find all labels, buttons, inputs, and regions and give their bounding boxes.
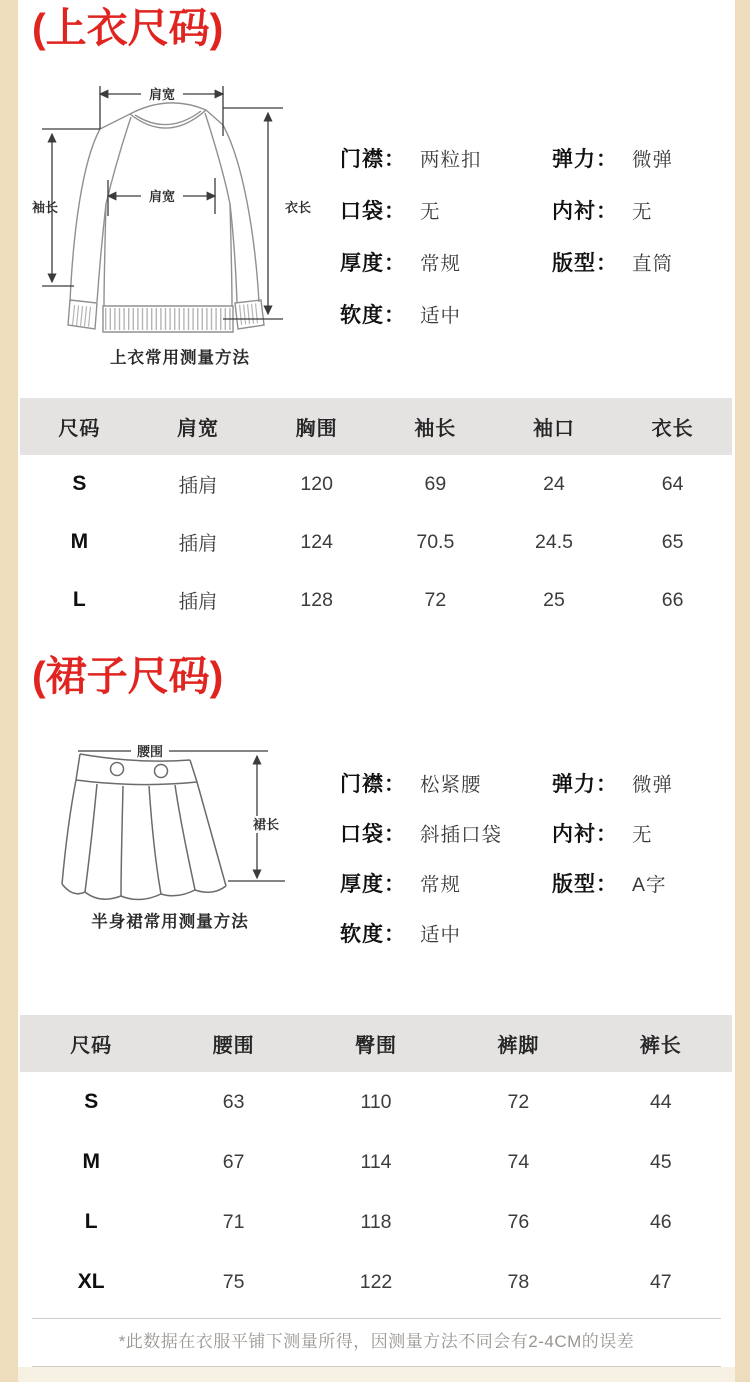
col-header: 袖长 [414, 418, 457, 440]
cell: 110 [360, 1090, 392, 1113]
attr-pocket: 口袋： 无 [340, 200, 441, 223]
cell: 69 [424, 472, 447, 495]
cell: 46 [649, 1210, 672, 1233]
skirt-outline [62, 754, 226, 900]
attr-placket: 门襟： 两粒扣 [340, 148, 482, 171]
size-cell: S [72, 472, 87, 495]
sweater-outline [68, 103, 264, 332]
cell: 74 [507, 1150, 530, 1173]
cell: 插肩 [178, 475, 218, 497]
cell: 75 [222, 1270, 245, 1293]
table-row [20, 513, 732, 571]
attr-elasticity: 弹力： 微弹 [552, 773, 674, 796]
table-row [20, 1252, 732, 1312]
table-row [20, 1072, 732, 1132]
cell: 63 [222, 1090, 245, 1113]
attr-elasticity: 弹力： 微弹 [552, 148, 674, 171]
sweater-measure-diagram [30, 84, 330, 368]
cell: 44 [649, 1090, 672, 1113]
cell: 64 [661, 472, 684, 495]
cell: 122 [359, 1270, 393, 1293]
cell: 24 [543, 472, 565, 495]
cell: 67 [222, 1150, 245, 1173]
size-chart-card [18, 0, 735, 1382]
cell: 45 [649, 1150, 672, 1173]
footer-divider-top [32, 1318, 721, 1319]
top-section-title: (上衣尺码) [32, 5, 224, 51]
skirt-diagram-caption: 半身裙常用测量方法 [91, 913, 249, 931]
col-header: 袖口 [532, 418, 575, 440]
skirt-section-title: (裙子尺码) [32, 653, 224, 699]
next-section-strip [18, 1367, 735, 1382]
cell: 70.5 [416, 530, 455, 553]
table-row [20, 1192, 732, 1252]
cell: 24.5 [535, 530, 573, 553]
cell: 72 [424, 588, 447, 611]
skirt-length-label: 裙长 [253, 817, 280, 832]
skirt-size-table [20, 1015, 732, 1312]
skirt-diagram-svg [45, 736, 295, 906]
cell: 114 [360, 1150, 392, 1173]
skirt-attributes [340, 758, 726, 958]
size-cell: XL [77, 1270, 105, 1293]
cell: 124 [300, 530, 333, 553]
cell: 76 [507, 1210, 530, 1233]
attr-thickness: 厚度： 常规 [340, 252, 462, 275]
cell: 插肩 [178, 533, 218, 555]
table-row [20, 455, 732, 513]
col-header: 腰围 [212, 1035, 255, 1057]
table-row [20, 1132, 732, 1192]
attr-fit: 版型： 直筒 [552, 252, 674, 275]
sweater-diagram-caption: 上衣常用测量方法 [110, 349, 250, 367]
col-header: 衣长 [651, 418, 694, 440]
cell: 65 [661, 530, 684, 553]
size-cell: M [70, 530, 89, 553]
col-header: 胸围 [295, 418, 338, 440]
attr-lining: 内衬： 无 [552, 823, 653, 846]
cell: 47 [649, 1270, 672, 1293]
cell: 66 [661, 588, 684, 611]
size-cell: M [82, 1150, 100, 1173]
col-header: 臀围 [354, 1035, 397, 1057]
attr-softness: 软度： 适中 [340, 304, 462, 327]
attr-softness: 软度： 适中 [340, 923, 462, 946]
attr-thickness: 厚度： 常规 [340, 873, 462, 896]
cell: 78 [507, 1270, 530, 1293]
sweater-rib-hatch [73, 313, 260, 319]
shoulder-width-label: 肩宽 [148, 87, 176, 102]
top-attributes [340, 132, 726, 340]
waist-label: 腰围 [136, 744, 164, 759]
attr-placket: 门襟： 松紧腰 [340, 773, 482, 796]
cell: 插肩 [178, 591, 218, 613]
attr-lining: 内衬： 无 [552, 200, 653, 223]
cell: 120 [300, 472, 333, 495]
top-size-table [20, 398, 732, 629]
col-header: 尺码 [70, 1035, 113, 1057]
cell: 71 [222, 1210, 245, 1233]
skirt-measure-diagram [45, 736, 295, 932]
col-header: 尺码 [58, 418, 101, 440]
table-row [20, 571, 732, 629]
cell: 128 [300, 588, 333, 611]
sleeve-length-label: 袖长 [32, 200, 59, 215]
size-cell: S [84, 1090, 99, 1113]
cell: 72 [507, 1090, 530, 1113]
chest-width-label: 肩宽 [148, 189, 176, 204]
col-header: 裤脚 [497, 1035, 540, 1057]
garment-length-label: 衣长 [285, 200, 312, 215]
cell: 25 [543, 588, 565, 611]
col-header: 肩宽 [176, 418, 219, 440]
size-cell: L [72, 588, 86, 611]
table-header-row [20, 1015, 732, 1072]
attr-fit: 版型： A字 [552, 873, 667, 896]
measure-disclaimer: *此数据在衣服平铺下测量所得，因测量方法不同会有2-4CM的误差 [118, 1332, 635, 1351]
sweater-diagram-svg [30, 84, 330, 342]
cell: 118 [360, 1210, 392, 1233]
table-header-row [20, 398, 732, 455]
col-header: 裤长 [639, 1035, 682, 1057]
attr-pocket: 口袋： 斜插口袋 [340, 823, 503, 846]
size-cell: L [84, 1210, 98, 1233]
